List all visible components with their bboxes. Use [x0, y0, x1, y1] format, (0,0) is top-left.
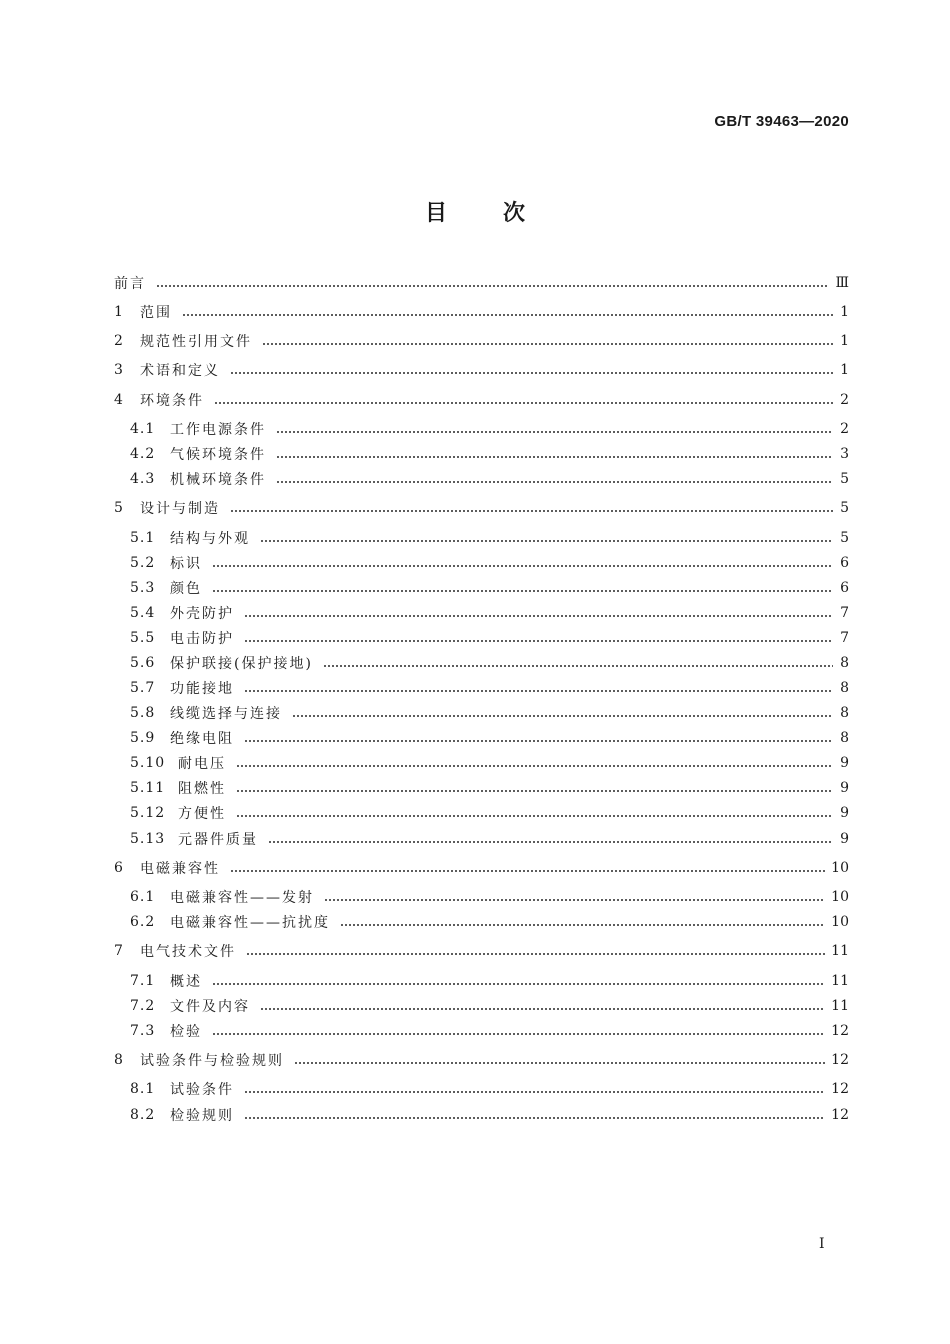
toc-entry-label: 试验条件: [170, 1081, 234, 1098]
toc-entry-number: 5.8: [130, 704, 156, 721]
toc-entry[interactable]: [114, 855, 849, 880]
toc-entry[interactable]: [114, 675, 849, 700]
dot-leader: [244, 640, 833, 642]
toc-entry-number: 2: [114, 332, 124, 349]
dot-leader: [214, 402, 833, 404]
toc-entry-label: 电磁兼容性: [140, 860, 220, 877]
toc-entry-page: 12: [831, 1080, 849, 1097]
toc-entry-label: 颜色: [170, 580, 202, 597]
toc-entry-label: 保护联接(保护接地): [170, 655, 313, 672]
toc-entry[interactable]: [114, 625, 849, 650]
toc-entry-label: 检验: [170, 1023, 202, 1040]
toc-entry[interactable]: [114, 1076, 849, 1101]
dot-leader: [246, 953, 825, 955]
dot-leader: [276, 481, 833, 483]
toc-entry-page: 10: [831, 888, 849, 905]
toc-entry[interactable]: [114, 416, 849, 441]
toc-entry-label: 线缆选择与连接: [170, 705, 282, 722]
toc-entry[interactable]: [114, 993, 849, 1018]
dot-leader: [276, 431, 833, 433]
dot-leader: [244, 615, 833, 617]
toc-entry-page: 7: [840, 604, 849, 621]
dot-leader: [236, 790, 833, 792]
toc-entry-number: 3: [114, 361, 124, 378]
page-title: 目次: [424, 201, 581, 226]
dot-leader: [182, 314, 833, 316]
toc-entry-label: 耐电压: [178, 755, 226, 772]
toc-entry[interactable]: [114, 550, 849, 575]
toc-entry-number: 5.2: [130, 554, 156, 571]
toc-entry[interactable]: [114, 387, 849, 412]
toc-entry-page: 5: [840, 499, 849, 516]
toc-entry[interactable]: [114, 1018, 849, 1043]
toc-entry-label: 试验条件与检验规则: [140, 1052, 284, 1069]
toc-entry-label: 文件及内容: [170, 998, 250, 1015]
toc-entry[interactable]: [114, 909, 849, 934]
toc-entry-number: 5.10: [130, 754, 166, 771]
toc-entry-number: 5.13: [130, 830, 166, 847]
toc-entry[interactable]: [114, 441, 849, 466]
toc-entry-number: 6: [114, 859, 124, 876]
dot-leader: [276, 456, 833, 458]
toc-entry[interactable]: [114, 725, 849, 750]
toc-entry-number: 7.1: [130, 972, 156, 989]
toc-entry-page: 2: [840, 420, 849, 437]
toc-entry-label: 标识: [170, 555, 202, 572]
toc-entry-page: 6: [840, 579, 849, 596]
toc-entry-number: 5.5: [130, 629, 156, 646]
dot-leader: [260, 540, 833, 542]
dot-leader: [212, 983, 825, 985]
toc-entry-number: 7.3: [130, 1022, 156, 1039]
page-number: I: [819, 1236, 825, 1252]
toc-entry-page: 5: [840, 470, 849, 487]
toc-entry-label: 前言: [114, 275, 146, 292]
toc-entry-page: 10: [831, 859, 849, 876]
toc-entry-page: 9: [840, 779, 849, 796]
toc-entry-page: 11: [831, 997, 849, 1014]
dot-leader: [156, 285, 829, 287]
toc-entry-number: 5.1: [130, 529, 156, 546]
toc-entry-number: 5.12: [130, 804, 166, 821]
toc-entry-label: 气候环境条件: [170, 446, 266, 463]
toc-entry-page: 8: [840, 654, 849, 671]
dot-leader: [340, 924, 825, 926]
toc-entry-page: 5: [840, 529, 849, 546]
toc-entry-page: 3: [840, 445, 849, 462]
toc-entry-number: 5: [114, 499, 124, 516]
toc-entry-label: 环境条件: [140, 392, 204, 409]
toc-entry-label: 阻燃性: [178, 780, 226, 797]
toc-entry[interactable]: [114, 800, 849, 825]
toc-entry[interactable]: [114, 650, 849, 675]
toc-entry-page: 1: [840, 303, 849, 320]
toc-entry-label: 电击防护: [170, 630, 234, 647]
toc-entry-page: 11: [831, 942, 849, 959]
toc-entry-page: 9: [840, 830, 849, 847]
toc-entry-page: 7: [840, 629, 849, 646]
dot-leader: [244, 1117, 825, 1119]
toc-entry[interactable]: [114, 775, 849, 800]
toc-entry-number: 5.11: [130, 779, 166, 796]
toc-entry-number: 7.2: [130, 997, 156, 1014]
toc-entry-number: 8.2: [130, 1106, 156, 1123]
toc-entry-label: 元器件质量: [178, 831, 258, 848]
dot-leader: [292, 715, 833, 717]
toc-entry-number: 4.2: [130, 445, 156, 462]
toc-entry-number: 5.3: [130, 579, 156, 596]
toc-entry-number: 5.4: [130, 604, 156, 621]
toc-entry[interactable]: [114, 938, 849, 963]
toc-entry-page: 2: [840, 391, 849, 408]
toc-entry-label: 结构与外观: [170, 530, 250, 547]
toc-entry-page: 6: [840, 554, 849, 571]
toc-entry-number: 5.7: [130, 679, 156, 696]
toc-entry[interactable]: [114, 968, 849, 993]
dot-leader: [244, 1091, 825, 1093]
toc-entry-label: 绝缘电阻: [170, 730, 234, 747]
toc-entry-label: 概述: [170, 973, 202, 990]
toc-entry-page: 11: [831, 972, 849, 989]
toc-entry-label: 设计与制造: [140, 500, 220, 517]
toc-entry[interactable]: [114, 700, 849, 725]
toc-entry-label: 规范性引用文件: [140, 333, 252, 350]
dot-leader: [268, 841, 833, 843]
toc-entry[interactable]: [114, 495, 849, 520]
toc-entry-page: 1: [840, 361, 849, 378]
dot-leader: [236, 815, 833, 817]
toc-entry-page: 10: [831, 913, 849, 930]
toc-entry-number: 4.1: [130, 420, 156, 437]
toc-entry-number: 6.2: [130, 913, 156, 930]
toc-entry-label: 电气技术文件: [140, 943, 236, 960]
dot-leader: [294, 1062, 825, 1064]
toc-entry[interactable]: [114, 270, 849, 295]
toc-entry-number: 8.1: [130, 1080, 156, 1097]
toc-entry-label: 方便性: [178, 805, 226, 822]
toc-entry-number: 4.3: [130, 470, 156, 487]
toc-entry[interactable]: [114, 575, 849, 600]
toc-entry-label: 电磁兼容性——抗扰度: [170, 914, 330, 931]
toc-entry-number: 1: [114, 303, 124, 320]
toc-entry-number: 7: [114, 942, 124, 959]
dot-leader: [324, 899, 825, 901]
toc-entry-page: 8: [840, 704, 849, 721]
dot-leader: [260, 1008, 825, 1010]
dot-leader: [244, 740, 833, 742]
toc-entry[interactable]: [114, 600, 849, 625]
toc-entry-label: 机械环境条件: [170, 471, 266, 488]
dot-leader: [236, 765, 833, 767]
standard-code: GB/T 39463—2020: [714, 113, 849, 130]
toc-entry-label: 检验规则: [170, 1107, 234, 1124]
dot-leader: [244, 690, 833, 692]
toc-entry-page: Ⅲ: [835, 274, 849, 291]
dot-leader: [230, 870, 825, 872]
toc-entry-page: 12: [831, 1106, 849, 1123]
toc-entry[interactable]: [114, 750, 849, 775]
toc-entry-number: 5.9: [130, 729, 156, 746]
toc-entry[interactable]: [114, 466, 849, 491]
dot-leader: [212, 590, 833, 592]
toc-entry-number: 5.6: [130, 654, 156, 671]
toc-entry-number: 6.1: [130, 888, 156, 905]
dot-leader: [323, 665, 833, 667]
toc-entry[interactable]: [114, 1047, 849, 1072]
toc-entry-label: 范围: [140, 304, 172, 321]
toc-entry[interactable]: [114, 328, 849, 353]
toc-entry-page: 8: [840, 729, 849, 746]
toc-entry[interactable]: [114, 357, 849, 382]
dot-leader: [262, 343, 833, 345]
toc-entry-page: 1: [840, 332, 849, 349]
toc-entry[interactable]: [114, 1102, 849, 1127]
toc-entry-page: 12: [831, 1022, 849, 1039]
toc-entry-label: 术语和定义: [140, 362, 220, 379]
toc-entry[interactable]: [114, 299, 849, 324]
toc-entry-label: 电磁兼容性——发射: [170, 889, 314, 906]
toc-entry-number: 4: [114, 391, 124, 408]
dot-leader: [212, 565, 833, 567]
dot-leader: [230, 372, 833, 374]
toc-entry-page: 12: [831, 1051, 849, 1068]
dot-leader: [230, 510, 833, 512]
toc-entry[interactable]: [114, 525, 849, 550]
toc-entry-number: 8: [114, 1051, 124, 1068]
toc-entry[interactable]: [114, 884, 849, 909]
toc-entry-page: 9: [840, 804, 849, 821]
toc-entry-page: 8: [840, 679, 849, 696]
toc-entry-label: 工作电源条件: [170, 421, 266, 438]
toc-entry-label: 功能接地: [170, 680, 234, 697]
toc-entry[interactable]: [114, 826, 849, 851]
toc-entry-label: 外壳防护: [170, 605, 234, 622]
dot-leader: [212, 1033, 825, 1035]
toc-entry-page: 9: [840, 754, 849, 771]
